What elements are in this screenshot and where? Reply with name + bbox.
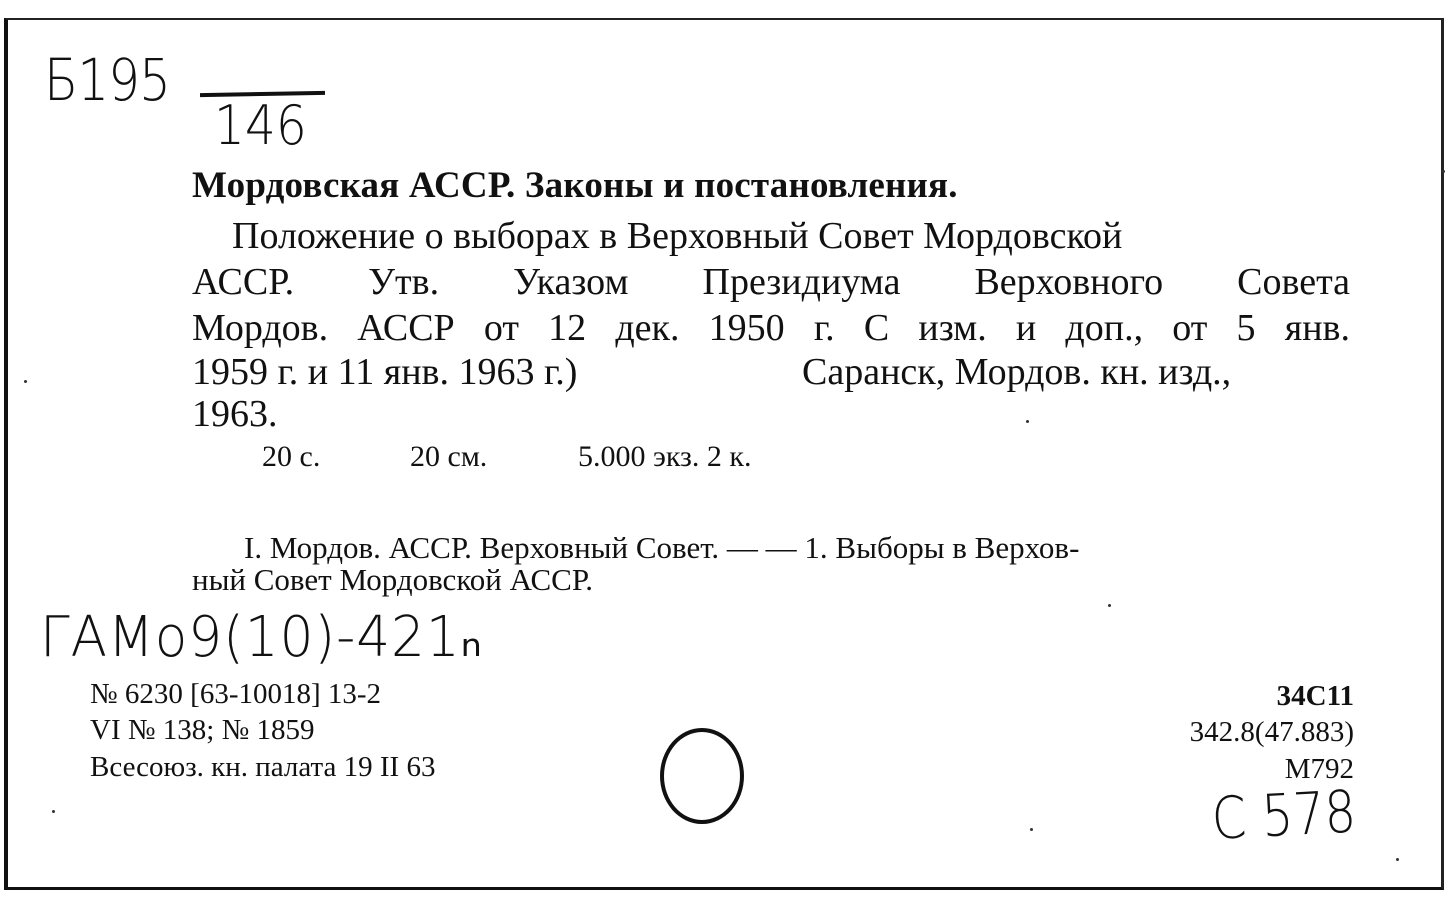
collation-copies-price: 5.000 экз. 2 к. bbox=[578, 440, 752, 473]
collation-pages: 20 с. bbox=[262, 440, 321, 473]
speck bbox=[1030, 828, 1033, 831]
tracing-line-1: I. Мордов. АССР. Верховный Совет. — — 1. Выборы в Верхов- bbox=[244, 530, 1080, 565]
tracing-line-2: ный Совет Мордовской АССР. bbox=[192, 562, 593, 597]
handwritten-code: С 578 bbox=[1210, 777, 1358, 853]
handwritten-signature: ГАМо9(10)-421ₙ bbox=[40, 605, 483, 670]
publication-year: 1963. bbox=[192, 393, 278, 435]
shelf-mark-bottom: 146 bbox=[214, 94, 307, 157]
record-info-line-1: № 6230 [63-10018] 13-2 bbox=[90, 678, 382, 710]
speck bbox=[1442, 170, 1445, 173]
description-line-3: Мордов. АССР от 12 дек. 1950 г. С изм. и доп., от 5 янв. bbox=[192, 307, 1350, 349]
speck bbox=[24, 380, 27, 383]
record-info-line-2: VI № 138; № 1859 bbox=[90, 714, 315, 746]
record-info-line-3: Всесоюз. кн. палата 19 II 63 bbox=[90, 751, 436, 783]
description-line-2: АССР. Утв. Указом Президиума Верховного Совета bbox=[192, 261, 1350, 303]
description-line-1: Положение о выборах в Верховный Совет Мордовской bbox=[232, 215, 1123, 257]
description-line-4: 1959 г. и 11 янв. 1963 г.) bbox=[192, 351, 578, 393]
shelf-mark-top: Б195 bbox=[44, 46, 170, 114]
speck bbox=[52, 810, 55, 813]
card-heading: Мордовская АССР. Законы и постановления. bbox=[192, 165, 958, 206]
speck bbox=[1026, 420, 1029, 423]
speck bbox=[1108, 604, 1111, 607]
classification-code-2: 342.8(47.883) bbox=[1189, 716, 1354, 748]
speck bbox=[1396, 858, 1399, 861]
publication-place: Саранск, Мордов. кн. изд., bbox=[802, 351, 1232, 393]
collation-size: 20 см. bbox=[410, 440, 488, 473]
author-mark: М792 bbox=[1284, 753, 1354, 785]
punch-hole-circle bbox=[660, 728, 744, 824]
classification-code-1: 34С11 bbox=[1276, 680, 1354, 712]
